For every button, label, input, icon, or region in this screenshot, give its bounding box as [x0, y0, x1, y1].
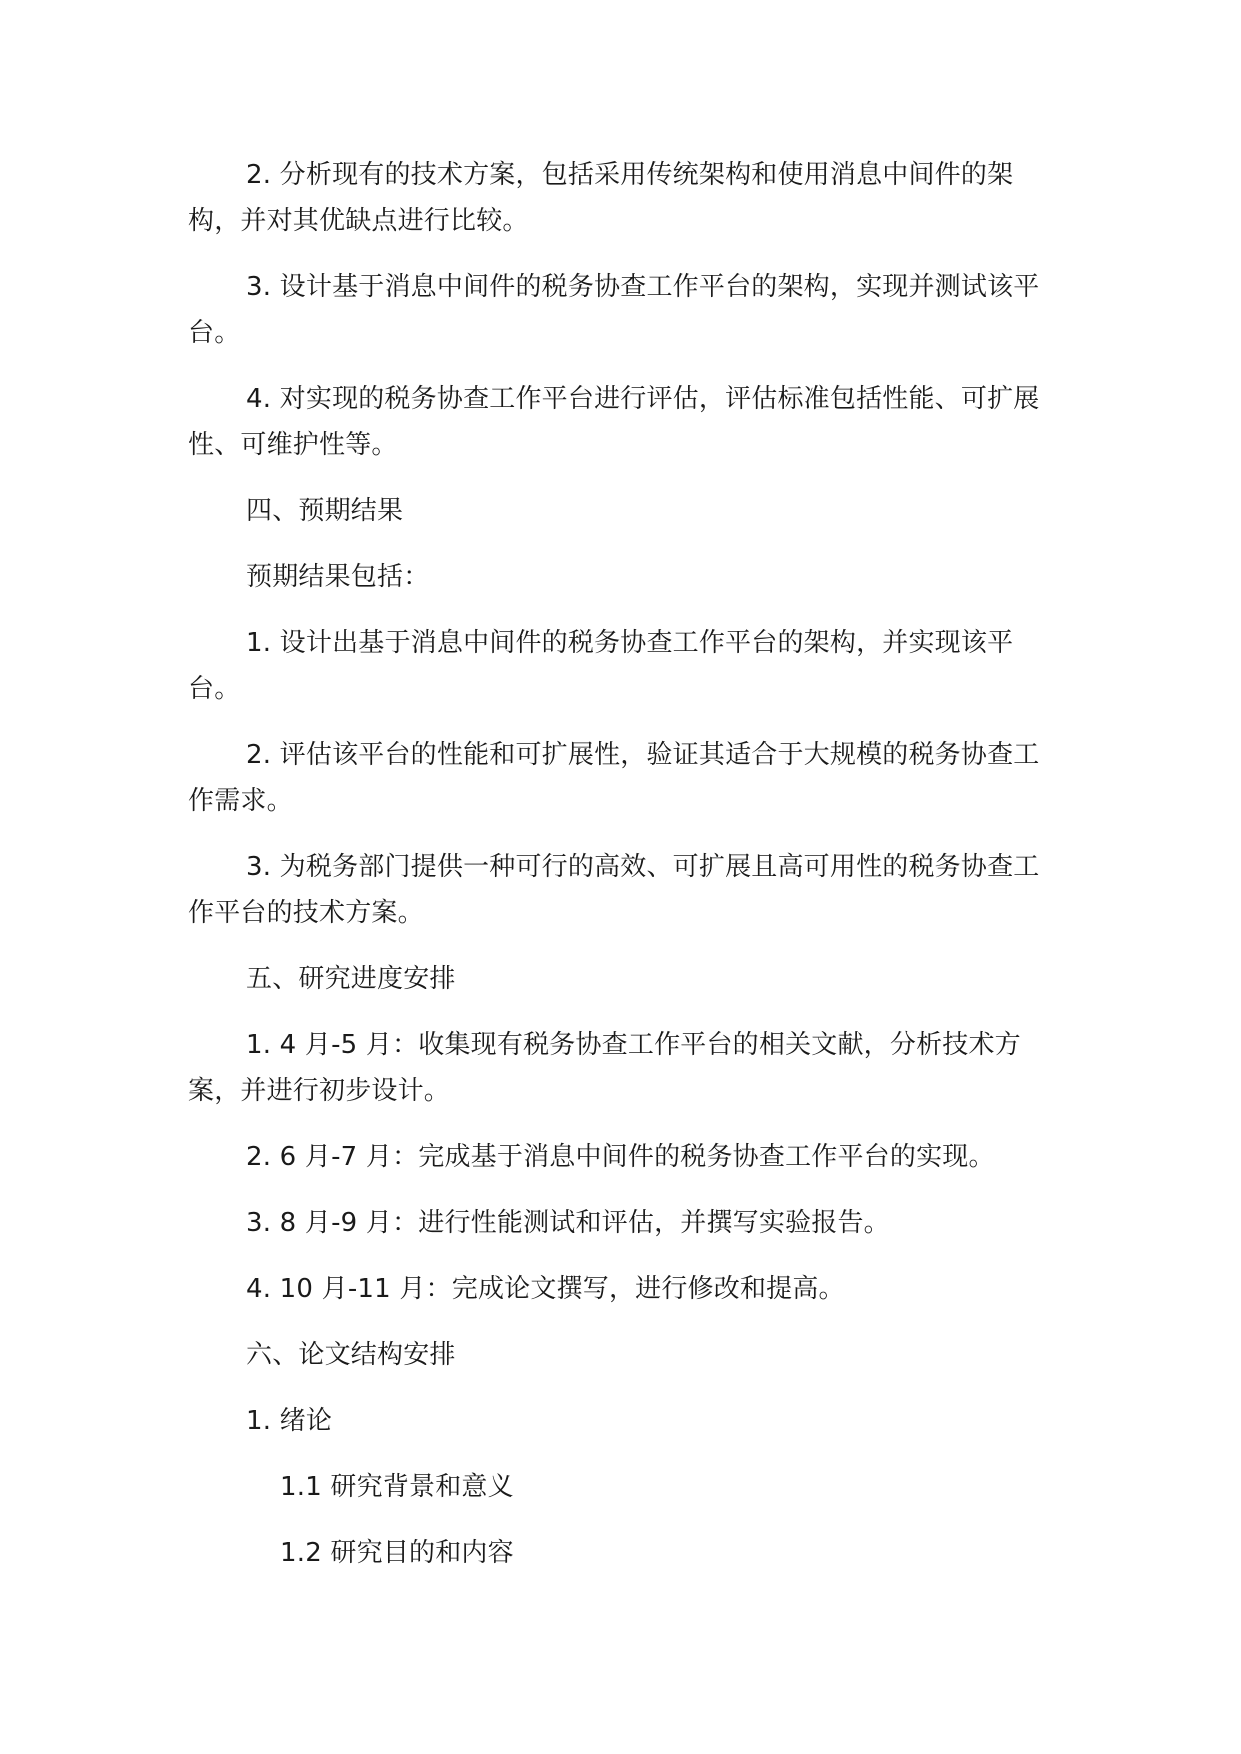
section-heading: 五、研究进度安排 — [246, 964, 456, 994]
list-item: 2. 6 月-7 月：完成基于消息中间件的税务协查工作平台的实现。 — [246, 1142, 995, 1172]
list-item: 1. 设计出基于消息中间件的税务协查工作平台的架构，并实现该平台。 — [188, 628, 1014, 704]
list-item: 3. 8 月-9 月：进行性能测试和评估，并撰写实验报告。 — [246, 1208, 890, 1238]
list-item: 3. 为税务部门提供一种可行的高效、可扩展且高可用性的税务协查工作平台的技术方案。 — [188, 852, 1040, 928]
section-heading: 六、论文结构安排 — [246, 1340, 456, 1370]
document-body — [188, 152, 1040, 1596]
list-item: 4. 10 月-11 月：完成论文撰写，进行修改和提高。 — [246, 1274, 845, 1304]
sub-list-item: 1.1 研究背景和意义 — [280, 1472, 514, 1502]
list-item: 2. 评估该平台的性能和可扩展性，验证其适合于大规模的税务协查工作需求。 — [188, 740, 1040, 816]
list-item: 4. 对实现的税务协查工作平台进行评估，评估标准包括性能、可扩展性、可维护性等。 — [188, 384, 1040, 460]
section-heading: 四、预期结果 — [246, 496, 404, 526]
list-item: 2. 分析现有的技术方案，包括采用传统架构和使用消息中间件的架构，并对其优缺点进行比较。 — [188, 160, 1014, 236]
list-item: 1. 4 月-5 月：收集现有税务协查工作平台的相关文献，分析技术方案，并进行初步设计。 — [188, 1030, 1021, 1106]
paragraph: 预期结果包括： — [246, 562, 430, 592]
list-item: 1. 绪论 — [246, 1406, 333, 1436]
sub-list-item: 1.2 研究目的和内容 — [280, 1538, 514, 1568]
list-item: 3. 设计基于消息中间件的税务协查工作平台的架构，实现并测试该平台。 — [188, 272, 1040, 348]
